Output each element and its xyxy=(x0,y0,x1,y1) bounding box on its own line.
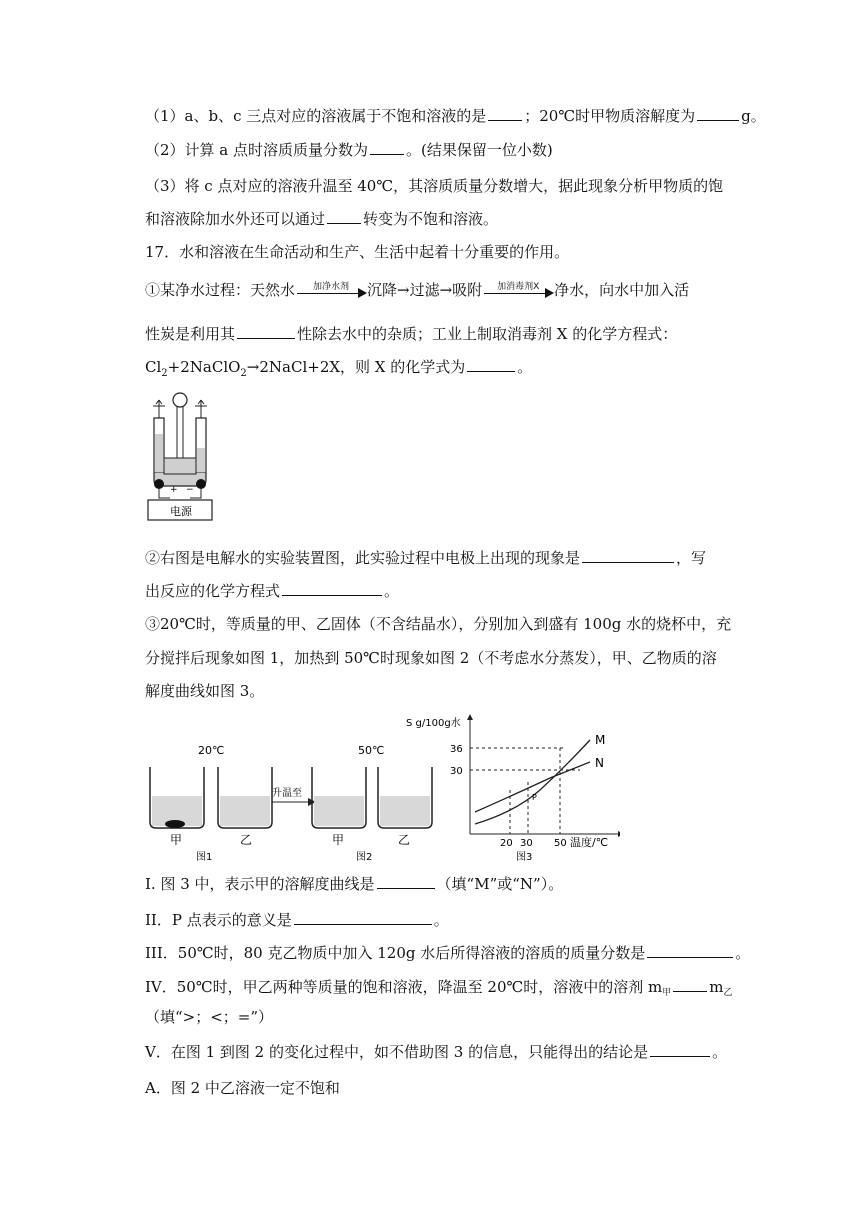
label-yi: 乙 xyxy=(398,833,411,847)
eq-rest: →2NaCl+2X，则 X 的化学式为 xyxy=(246,358,466,376)
tick-30-x: 30 xyxy=(520,838,533,849)
graph-x-label: 温度/℃ xyxy=(570,836,609,849)
beaker-yi-fig1 xyxy=(218,767,272,828)
heat-arrow-label: 升温至 xyxy=(272,788,302,799)
q17-step3c xyxy=(145,681,264,701)
beaker-jia-fig2 xyxy=(312,767,366,828)
label-jia: 甲 xyxy=(332,833,345,847)
tick-30: 30 xyxy=(450,766,463,777)
answer-blank[interactable] xyxy=(673,977,707,992)
q17-equation xyxy=(145,357,532,384)
fig2-temp-label: 50℃ xyxy=(358,744,385,757)
answer-blank[interactable] xyxy=(650,1042,710,1057)
arrow-shaft xyxy=(484,293,546,294)
arrow-label: 加消毒剂X xyxy=(497,282,540,292)
fig3-caption: 图3 xyxy=(516,852,533,862)
q17-s3-text2: 分搅拌后现象如图 1，加热到 50℃时现象如图 2（不考虑水分蒸发），甲、乙物质的溶 xyxy=(145,649,717,667)
q17-v-text2: 。 xyxy=(712,1043,728,1061)
beaker-jia-fig1 xyxy=(150,767,204,828)
answer-blank[interactable] xyxy=(582,548,674,563)
electrolysis-apparatus-diagram xyxy=(140,388,220,524)
q17-s3-text3: 解度曲线如图 3。 xyxy=(145,682,265,700)
q16-part1 xyxy=(145,106,766,126)
q17-s2-text4: 。 xyxy=(384,582,400,600)
fig1-caption: 图1 xyxy=(196,852,213,862)
eq-cl: Cl xyxy=(145,358,162,376)
tick-50: 50 xyxy=(554,838,567,849)
label-yi: 乙 xyxy=(240,833,253,847)
label-jia: 甲 xyxy=(170,833,183,847)
answer-blank[interactable] xyxy=(647,943,733,958)
answer-blank[interactable] xyxy=(370,140,404,155)
answer-blank[interactable] xyxy=(282,581,382,596)
svg-text:+: + xyxy=(170,485,178,495)
q17-step3a xyxy=(145,614,731,634)
q17-step2a xyxy=(145,548,706,568)
graph-y-label: S g/100g水 xyxy=(406,718,461,729)
curve-m xyxy=(475,740,590,824)
q17-title xyxy=(145,242,569,262)
point-p-label: P xyxy=(532,793,537,802)
q17-s2-text2: ，写 xyxy=(676,549,707,567)
q17-option-a[interactable] xyxy=(145,1078,340,1098)
answer-blank[interactable] xyxy=(377,874,435,889)
q17-subq-iii xyxy=(145,943,750,963)
q17-s1-text: ①某净水过程：天然水 xyxy=(145,281,296,299)
q16-part2 xyxy=(145,140,553,160)
iv-m: m xyxy=(709,978,724,996)
arrow-with-label xyxy=(482,281,554,301)
q17-step1 xyxy=(145,280,689,301)
q17-s1-text5: 性除去水中的杂质；工业上制取消毒剂 X 的化学方程式： xyxy=(297,325,678,343)
q17-s1-text2: 沉降→过滤→吸附 xyxy=(367,281,483,299)
tick-36: 36 xyxy=(450,744,463,755)
curve-n-label: N xyxy=(595,756,604,770)
q17-i-text2: （填“M”或“N”）。 xyxy=(436,875,564,893)
eq-end: 。 xyxy=(517,358,533,376)
arrow-with-label xyxy=(295,281,367,301)
q17-v-text: V．在图 1 到图 2 的变化过程中，如不借助图 3 的信息，只能得出的结论是 xyxy=(145,1043,649,1061)
q17-subq-v xyxy=(145,1042,727,1062)
q16-p1-text3: g。 xyxy=(741,107,766,125)
q16-p2-text: （2）计算 a 点时溶质质量分数为 xyxy=(145,141,369,159)
q16-part3a xyxy=(145,176,723,196)
q16-p1-text: （1）a、b、c 三点对应的溶液属于不饱和溶液的是 xyxy=(145,107,487,125)
iv-sub-jia: 甲 xyxy=(662,988,672,998)
q17-title-text: 17．水和溶液在生命活动和生产、生活中起着十分重要的作用。 xyxy=(145,243,570,261)
q17-subq-ii xyxy=(145,910,449,930)
q17-ii-text2: 。 xyxy=(433,911,449,929)
tick-20: 20 xyxy=(500,838,513,849)
q17-s1-text3: 净水，向水中加入活 xyxy=(554,281,690,299)
q17-step2b xyxy=(145,581,399,601)
q17-step1b xyxy=(145,324,677,344)
eq-mid: +2NaClO xyxy=(167,358,241,376)
q16-p3-text2: 和溶液除加水外还可以通过 xyxy=(145,210,326,228)
answer-blank[interactable] xyxy=(697,106,739,121)
q17-iv-text2: （填“>；<；=”） xyxy=(145,1008,274,1026)
q17-s2-text3: 出反应的化学方程式 xyxy=(145,582,281,600)
fig2-caption: 图2 xyxy=(356,852,373,862)
beaker-yi-fig2 xyxy=(378,767,432,828)
q16-p3-text: （3）将 c 点对应的溶液升温至 40℃，其溶质质量分数增大，据此现象分析甲物质的饱 xyxy=(145,177,724,195)
iv-sub-yi: 乙 xyxy=(723,988,733,998)
q17-iii-text2: 。 xyxy=(735,944,751,962)
q17-ii-text: II．P 点表示的意义是 xyxy=(145,911,292,929)
q17-s3-text: ③20℃时，等质量的甲、乙固体（不含结晶水），分别加入到盛有 100g 水的烧杯中，充 xyxy=(145,615,732,633)
answer-blank[interactable] xyxy=(327,209,361,224)
q17-i-text: I. 图 3 中，表示甲的溶解度曲线是 xyxy=(145,875,375,893)
answer-blank[interactable] xyxy=(467,357,515,372)
q16-part3b xyxy=(145,209,498,229)
arrow-shaft xyxy=(297,293,359,294)
q17-s1-text4: 性炭是利用其 xyxy=(145,325,236,343)
eq-sub: 2 xyxy=(161,368,168,379)
q16-p1-text2: ；20℃时甲物质溶解度为 xyxy=(524,107,696,125)
q17-iv-text: IV．50℃时，甲乙两种等质量的饱和溶液，降温至 20℃时，溶液中的溶剂 m xyxy=(145,978,663,996)
q17-subq-iv-hint xyxy=(145,1007,273,1027)
solubility-figures xyxy=(140,712,620,862)
answer-blank[interactable] xyxy=(488,106,522,121)
answer-blank[interactable] xyxy=(294,910,432,925)
q17-step3b xyxy=(145,648,717,668)
option-a-text: A．图 2 中乙溶液一定不饱和 xyxy=(145,1079,340,1097)
q17-iii-text: III．50℃时，80 克乙物质中加入 120g 水后所得溶液的溶质的质量分数是 xyxy=(145,944,646,962)
solubility-graph xyxy=(406,714,620,862)
arrow-label: 加净水剂 xyxy=(313,282,350,292)
power-supply-label: 电源 xyxy=(170,505,192,518)
arrow-head-icon xyxy=(358,288,367,298)
q16-p2-text2: 。(结果保留一位小数) xyxy=(406,141,553,159)
q17-subq-i xyxy=(145,874,563,894)
svg-text:−: − xyxy=(186,485,194,495)
q17-subq-iv xyxy=(145,977,733,1003)
q16-p3-text3: 转变为不饱和溶液。 xyxy=(363,210,499,228)
curve-m-label: M xyxy=(595,733,606,747)
eq-sub: 2 xyxy=(240,368,247,379)
fig1-temp-label: 20℃ xyxy=(198,744,225,757)
arrow-head-icon xyxy=(545,288,554,298)
q17-s2-text: ②右图是电解水的实验装置图，此实验过程中电极上出现的现象是 xyxy=(145,549,581,567)
answer-blank[interactable] xyxy=(237,324,295,339)
